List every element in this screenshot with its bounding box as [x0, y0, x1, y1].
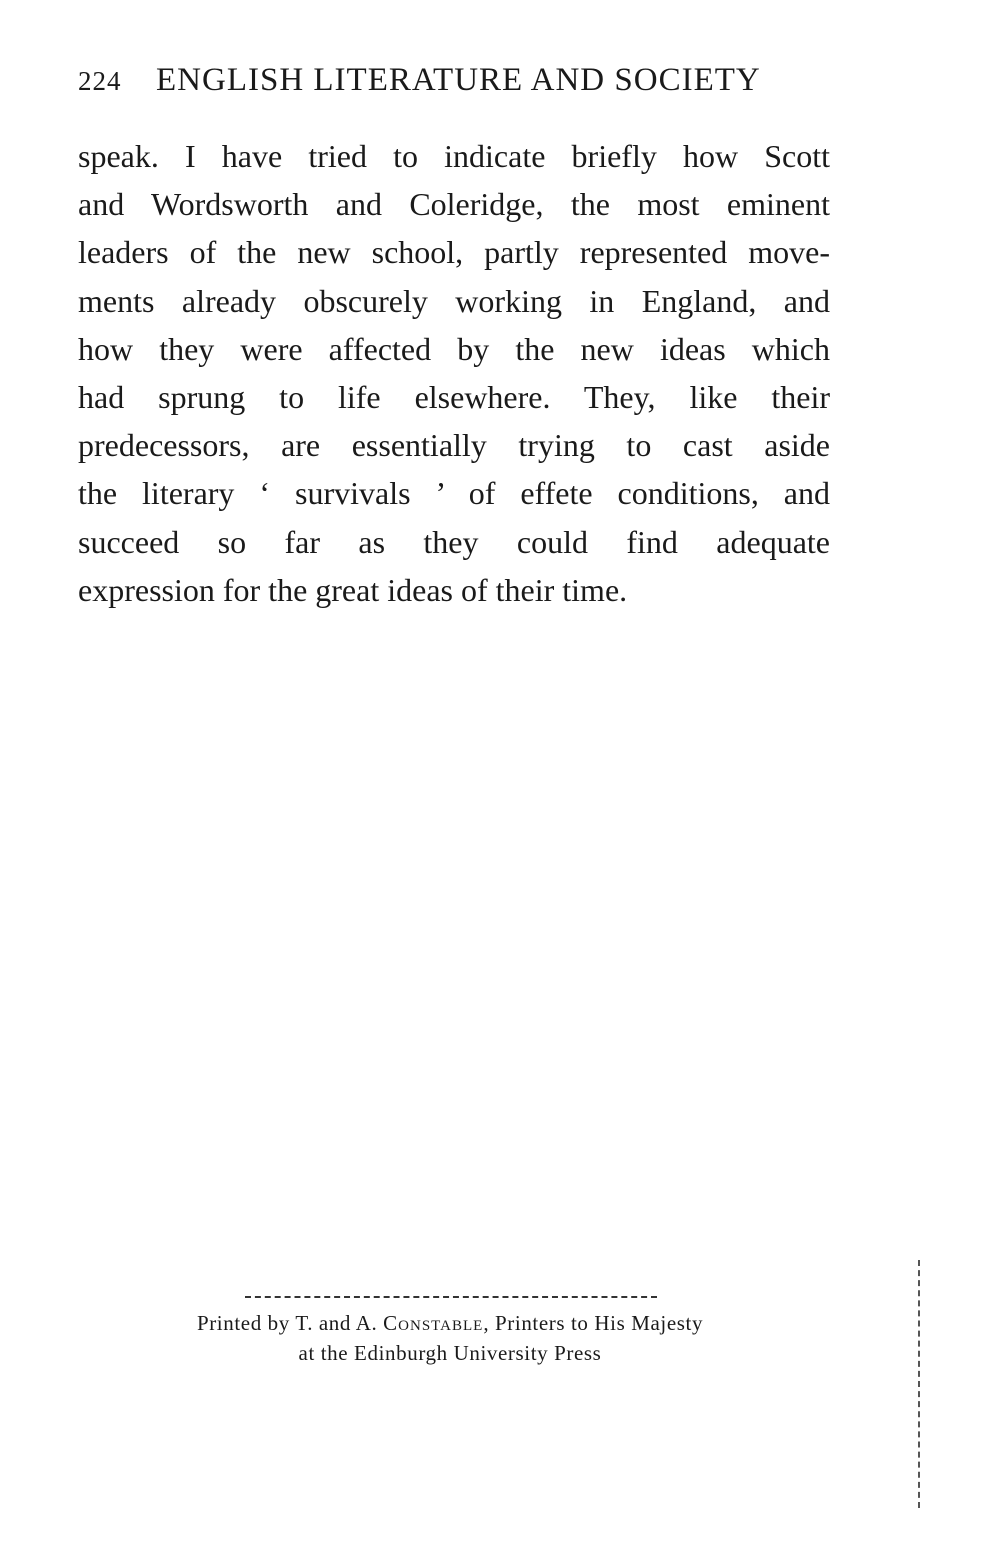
scan-edge-mark: [918, 1260, 920, 1508]
imprint-line-2: at the Edinburgh University Press: [298, 1341, 602, 1365]
imprint-divider: [245, 1296, 657, 1298]
text-line: had sprung to life elsewhere. They, like their: [78, 378, 830, 415]
imprint-prefix: Printed by T. and A.: [196, 1311, 384, 1335]
text-line: the literary ‘ survivals ’ of effete conditions, and: [78, 475, 830, 512]
imprint-line-1: [150, 1308, 750, 1338]
text-line: succeed so far as they could find adequate: [78, 523, 830, 560]
printer-name: Constable: [383, 1311, 484, 1335]
text-line: ments already obscurely working in England, and: [78, 282, 830, 319]
body-paragraph: [78, 132, 830, 614]
text-line: leaders of the new school, partly represented move-: [78, 234, 830, 271]
text-line: expression for the great ideas of their time.: [78, 571, 628, 608]
page-number: 224: [78, 66, 122, 96]
printer-imprint: [150, 1308, 750, 1368]
text-line: how they were affected by the new ideas which: [78, 330, 830, 367]
running-title: ENGLISH LITERATURE AND SOCIETY: [156, 62, 761, 98]
text-line: and Wordsworth and Coleridge, the most eminent: [78, 186, 830, 223]
text-line: predecessors, are essentially trying to cast aside: [78, 427, 830, 464]
running-head: [78, 62, 830, 106]
imprint-suffix: , Printers to His Majesty: [483, 1311, 704, 1335]
text-line: speak. I have tried to indicate briefly how Scott: [78, 138, 830, 174]
